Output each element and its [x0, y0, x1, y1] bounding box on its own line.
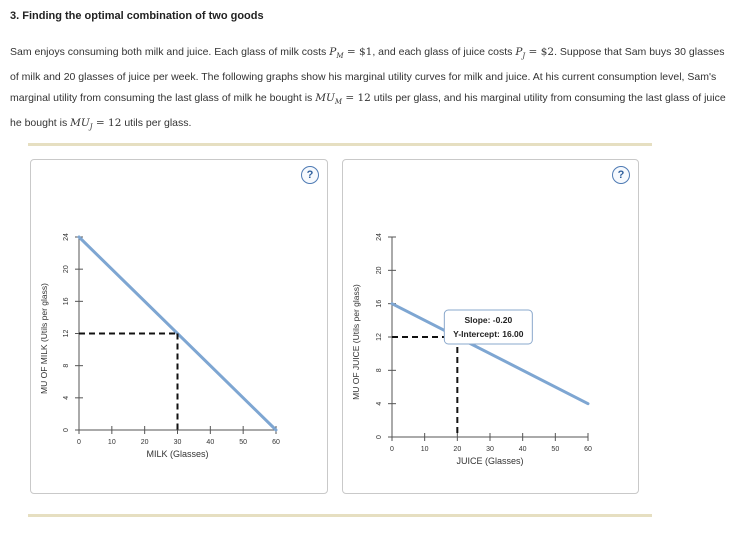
mu-milk-value: = 12	[342, 92, 371, 105]
price-juice-symbol: P	[515, 46, 523, 58]
question-text	[10, 42, 734, 138]
y-tick-label: 0	[63, 428, 70, 432]
y-tick-label: 16	[376, 299, 383, 308]
question-title: 3. Finding the optimal combination of two goods	[10, 10, 264, 22]
milk-graph-panel	[30, 159, 328, 494]
y-axis-label: MU OF JUICE (Utils per glass)	[351, 284, 361, 400]
help-icon[interactable]: ?	[612, 166, 630, 184]
mu-juice-value: = 12	[92, 117, 122, 130]
y-tick-label: 20	[63, 265, 70, 274]
x-tick-label: 40	[206, 439, 215, 446]
juice-chart	[343, 160, 640, 495]
x-tick-label: 20	[453, 446, 462, 453]
question-text-part: utils per glass, and his marginal utility from consuming the last glass of juice he bought is	[10, 92, 726, 130]
y-tick-label: 24	[376, 233, 383, 241]
x-tick-label: 10	[420, 446, 429, 453]
question-text-part: , and each glass of juice costs	[372, 46, 516, 58]
x-tick-label: 30	[486, 446, 494, 453]
divider-bottom	[28, 514, 652, 517]
y-tick-label: 4	[376, 401, 383, 406]
price-milk-math	[329, 46, 373, 61]
mu-milk-symbol: MU	[315, 92, 335, 105]
x-tick-label: 10	[107, 439, 116, 446]
x-tick-label: 60	[272, 439, 280, 446]
x-tick-label: 0	[77, 439, 81, 446]
price-milk-subscript: M	[336, 52, 344, 61]
price-milk-symbol: P	[329, 46, 337, 58]
question-text-part: Sam enjoys consuming both milk and juice. Each glass of milk costs	[10, 46, 330, 58]
mu-juice-math	[70, 117, 122, 132]
juice-graph-panel	[342, 159, 639, 494]
x-tick-label: 40	[518, 446, 527, 453]
price-milk-value: = $1	[343, 46, 373, 58]
y-tick-label: 0	[376, 435, 383, 439]
x-tick-label: 60	[584, 446, 592, 453]
y-tick-label: 16	[63, 297, 70, 306]
x-tick-label: 50	[551, 446, 560, 453]
help-icon[interactable]: ?	[301, 166, 319, 184]
question-text-part: utils per glass.	[121, 117, 192, 130]
y-tick-label: 20	[376, 266, 383, 275]
x-tick-label: 0	[390, 446, 394, 453]
x-axis-label: JUICE (Glasses)	[456, 456, 524, 466]
mu-milk-math	[315, 92, 371, 107]
y-tick-label: 12	[63, 329, 70, 338]
price-juice-subscript: J	[522, 52, 526, 61]
x-tick-label: 50	[239, 439, 248, 446]
y-tick-label: 4	[63, 395, 70, 400]
question-text-part: . Suppose that Sam buys 30 glasses of milk and 20 glasses of juice per week. The following graphs show his marginal utility curves for milk and juice. At his current consumption level, Sam's marginal utility from consuming the last glass of milk he bought is	[10, 46, 725, 105]
y-tick-label: 8	[376, 368, 383, 373]
x-tick-label: 20	[140, 439, 149, 446]
tooltip-slope: Slope: -0.20	[464, 315, 513, 325]
mu-milk-subscript: M	[334, 98, 342, 107]
milk-chart	[31, 160, 329, 495]
price-juice-value: = $2	[525, 46, 555, 58]
x-tick-label: 30	[173, 439, 182, 446]
divider-top	[28, 143, 652, 146]
y-axis-label: MU OF MILK (Utils per glass)	[39, 283, 49, 394]
mu-juice-subscript: J	[89, 123, 93, 132]
mu-juice-symbol: MU	[70, 117, 90, 130]
y-tick-label: 24	[63, 233, 70, 241]
x-axis-label: MILK (Glasses)	[146, 449, 209, 459]
y-tick-label: 12	[376, 333, 383, 341]
y-tick-label: 8	[63, 363, 70, 368]
tooltip-intercept: Y-Intercept: 16.00	[453, 329, 524, 339]
price-juice-math	[515, 46, 555, 61]
